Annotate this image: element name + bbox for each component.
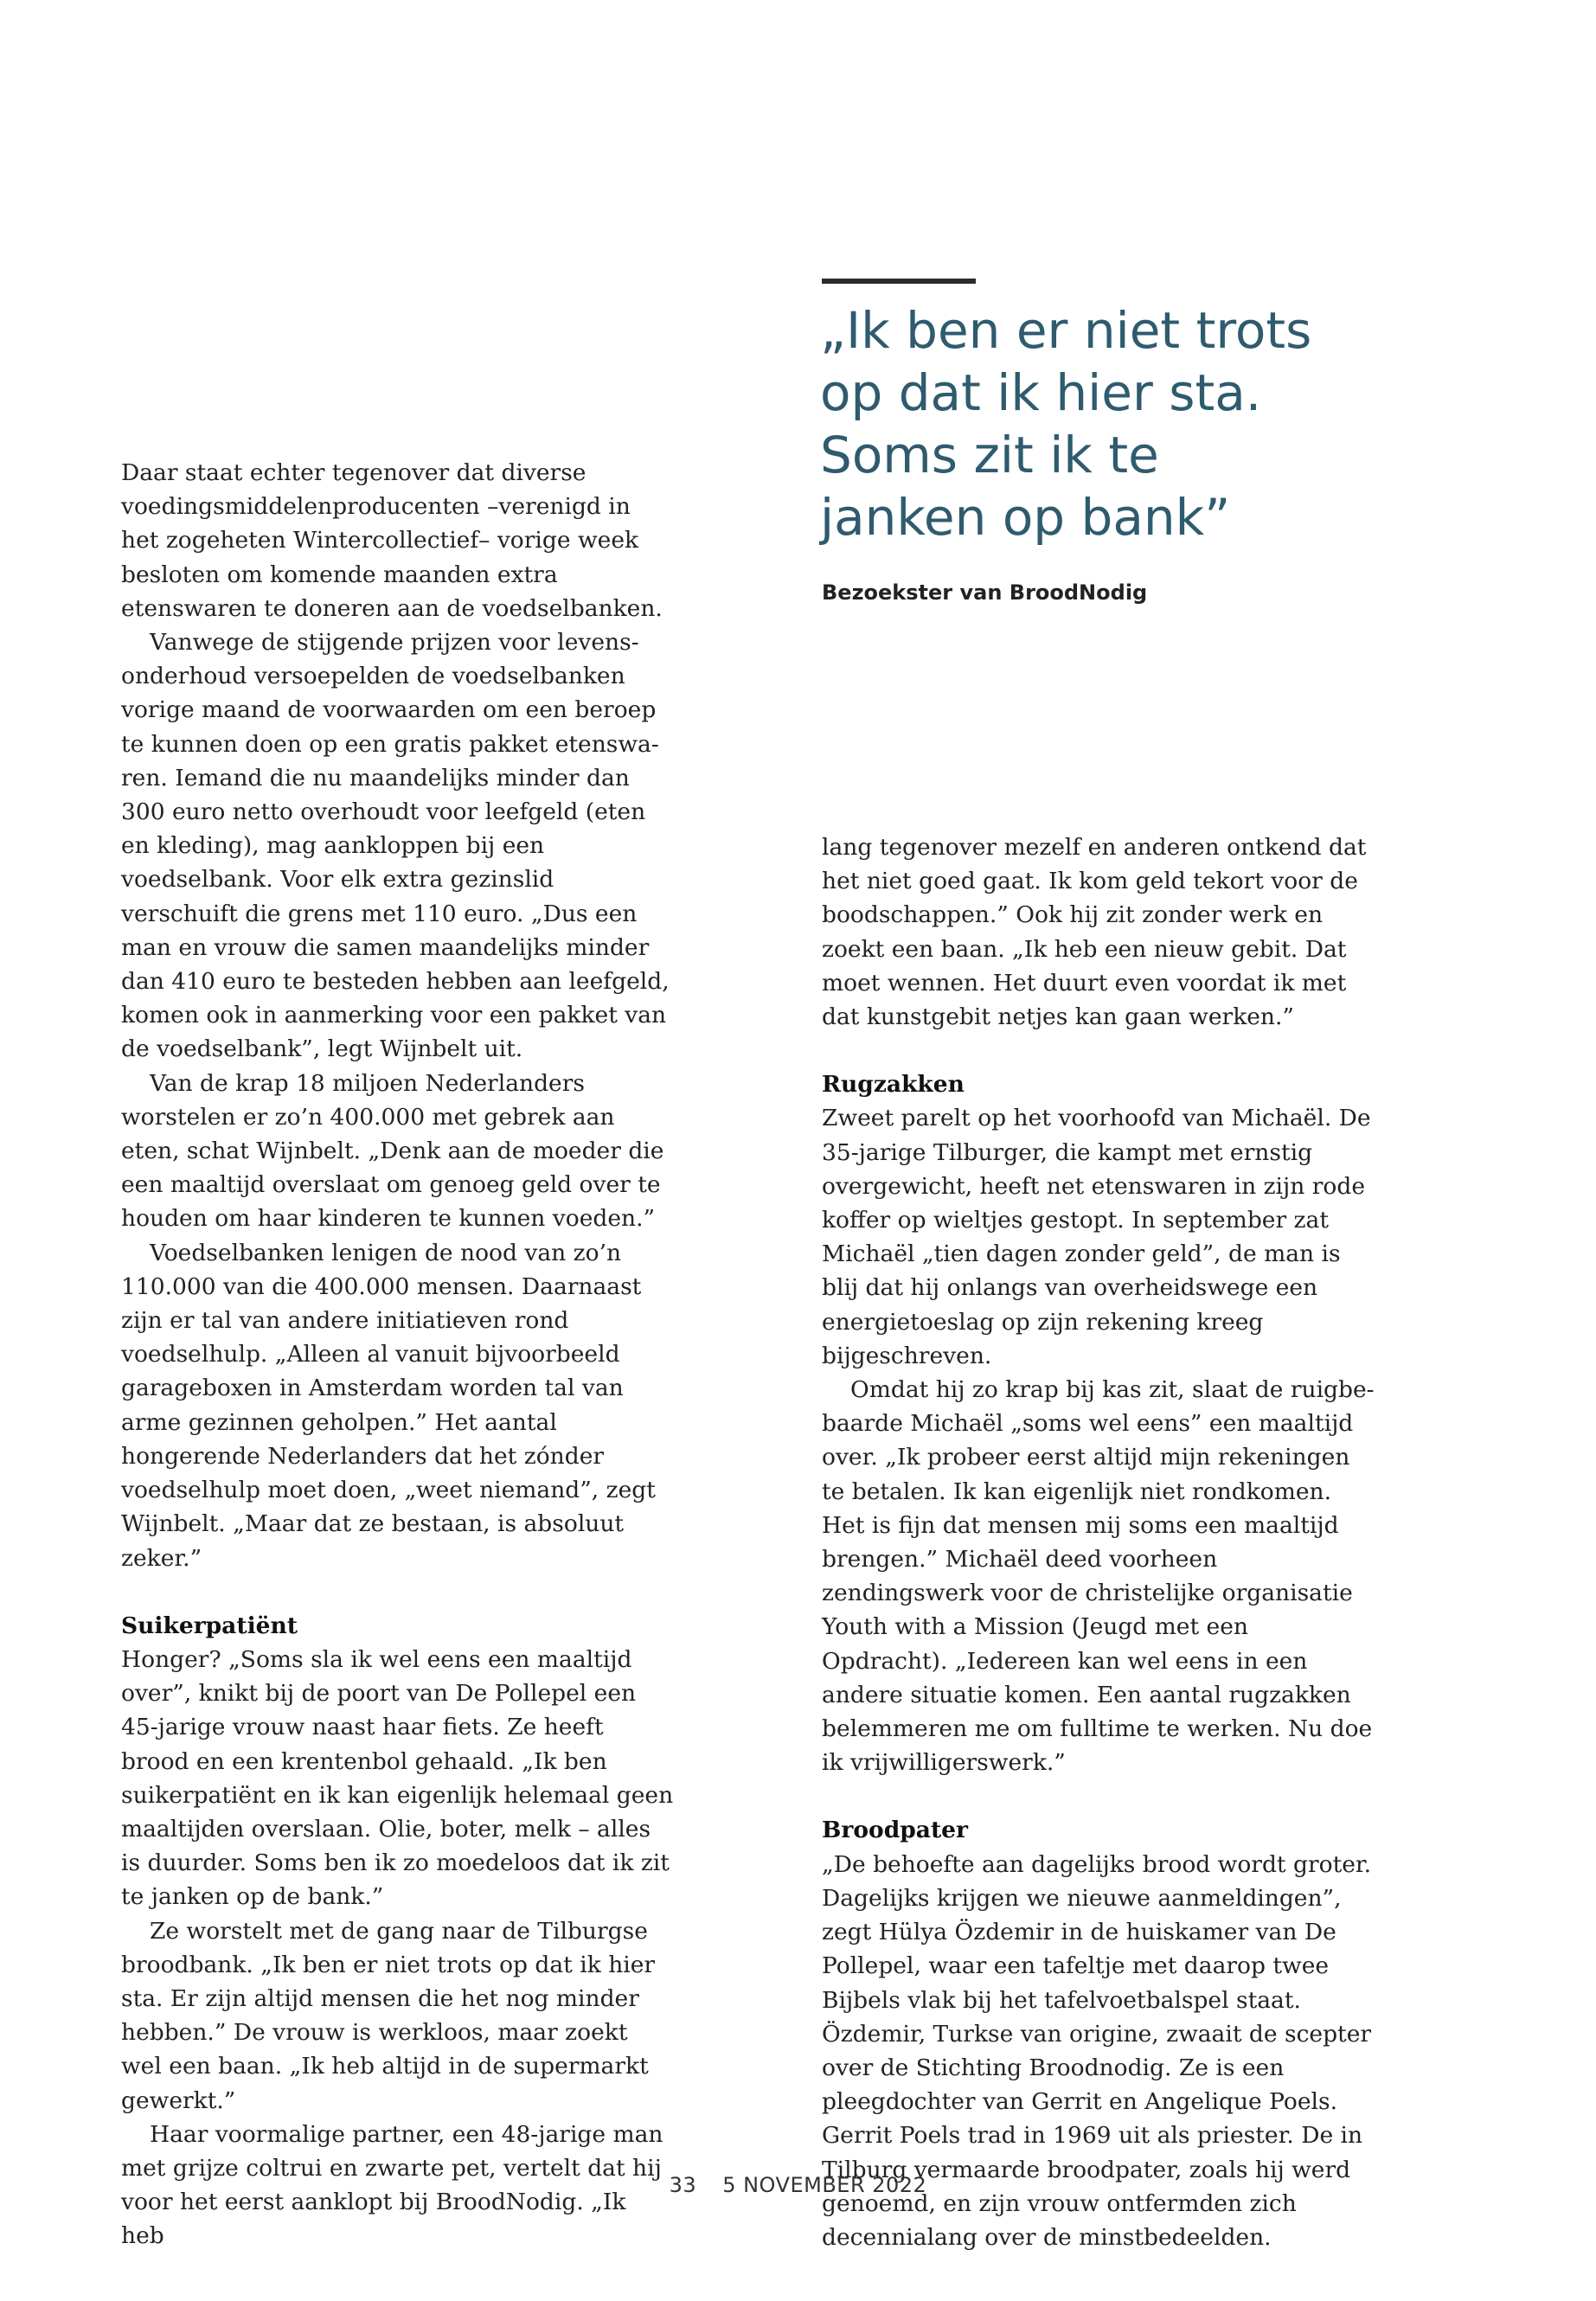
paragraph: Omdat hij zo krap bij kas zit, slaat de ruigbebaarde Michaël „soms wel eens” een maaltijd over. „Ik probeer eerst altijd mijn rekeningen te betalen. Ik kan eigenlijk niet rondkomen. Het is fijn dat mensen mij soms een maaltijd brengen.” Michaël deed voorheen zendingswerk voor de christelijke organisatie Youth with a Mission (Jeugd met een Opdracht). „Iedereen kan wel eens in een andere situatie komen. Een aantal rugzakken belemmeren me om fulltime te werken. Nu doe ik vrijwilligerswerk.” [822,1376,1375,1777]
quote-rule [822,279,976,284]
paragraph: „De behoefte aan dagelijks brood wordt groter. Dagelijks krijgen we nieuwe aanmeldingen”, zegt Hülya Özdemir in de huiskamer van De Pollepel, waar een tafeltje met daarop twee Bijbels vlak bij het tafelvoetbalspel staat. Özdemir, Turkse van origine, zwaait de scepter over de Stichting Broodnodig. Ze is een pleegdochter van Gerrit en Angelique Poels. Gerrit Poels trad in 1969 uit als priester. De in Tilburg vermaarde broodpater, zoals hij werd genoemd, en zijn vrouw ontfermden zich decennialang over de minstbedeelden. [822,1850,1372,2251]
issue-date: 5 NOVEMBER 2022 [722,2173,927,2197]
paragraph: Zweet parelt op het voorhoofd van Michaël. De 35-jarige Tilburger, die kampt met ernstig overgewicht, heeft net etenswaren in zijn rode koffer op wieltjes gestopt. In september zat Michaël „tien dagen zonder geld”, de man is blij dat hij onlangs van overheidswege een energietoeslag op zijn rekening kreeg bijgeschreven. [822,1105,1371,1369]
paragraph: Vanwege de stijgende prijzen voor levensonderhoud versoepelden de voedselbanken vorige maand de voorwaarden om een beroep te kunnen doen op een gratis pakket etenswaren. Iemand die nu maandelijks minder dan 300 euro netto overhoudt voor leefgeld (eten en kleding), mag aankloppen bij een voedselbank. Voor elk extra gezinslid verschuift die grens met 110 euro. „Dus een man en vrouw die samen maandelijks minder dan 410 euro te besteden hebben aan leefgeld, komen ook in aanmerking voor een pakket van de voedselbank”, legt Wijnbelt uit. [121,629,670,1063]
pull-quote: „Ik ben er niet trots op dat ik hier sta. Soms zit ik te janken op bank” [820,301,1312,547]
paragraph: Voedselbanken lenigen de nood van zo’n 110.000 van die 400.000 mensen. Daarnaast zijn er tal van andere initiatieven rond voedselhulp. „Alleen al vanuit bijvoorbeeld garageboxen in Amsterdam worden tal van arme gezinnen geholpen.” Het aantal hongerende Nederlanders dat het zónder voedselhulp moet doen, „weet niemand”, zegt Wijnbelt. „Maar dat ze bestaan, is absoluut zeker.” [121,1239,656,1572]
paragraph: Haar voormalige partner, een 48-jarige man met grijze coltrui en zwarte pet, vertelt dat hij voor het eerst aanklopt bij BroodNodig. „Ik heb [121,2120,663,2250]
paragraph: lang tegenover mezelf en anderen ontkend dat het niet goed gaat. Ik kom geld tekort voor de boodschappen.” Ook hij zit zonder werk en zoekt een baan. „Ik heb een nieuw gebit. Dat moet wennen. Het duurt even voordat ik met dat kunstgebit netjes kan gaan werken.” [822,834,1367,1031]
section-heading-rugzakken: Rugzakken [822,1071,965,1099]
article-column-right [822,830,1375,2254]
paragraph: Van de krap 18 miljoen Nederlanders worstelen er zo’n 400.000 met gebrek aan eten, schat Wijnbelt. „Denk aan de moeder die een maaltijd overslaat om genoeg geld over te houden om haar kinderen te kunnen voeden.” [121,1069,664,1233]
paragraph: Daar staat echter tegenover dat diverse voedingsmiddelenproducenten –verenigd in het zogeheten Wintercollectief– vorige week besloten om komende maanden extra etenswaren te doneren aan de voedselbanken. [121,459,663,622]
section-heading-broodpater: Broodpater [822,1817,969,1844]
pull-quote-attribution: Bezoekster van BroodNodig [822,580,1148,605]
paragraph: Ze worstelt met de gang naar de Tilburgse broodbank. „Ik ben er niet trots op dat ik hier sta. Er zijn altijd mensen die het nog minder hebben.” De vrouw is werkloos, maar zoekt wel een baan. „Ik heb altijd in de supermarkt gewerkt.” [121,1917,656,2114]
page-number: 33 [669,2173,697,2197]
paragraph: Honger? „Soms sla ik wel eens een maaltijd over”, knikt bij de poort van De Pollepel een 45-jarige vrouw naast haar fiets. Ze heeft brood en een krentenbol gehaald. „Ik ben suikerpatiënt en ik kan eigenlijk helemaal geen maaltijden overslaan. Olie, boter, melk – alles is duurder. Soms ben ik zo moedeloos dat ik zit te janken op de bank.” [121,1645,674,1911]
article-column-left [121,456,675,2253]
page-footer [0,2173,1596,2197]
section-heading-suikerpatient: Suikerpatiënt [121,1612,298,1639]
